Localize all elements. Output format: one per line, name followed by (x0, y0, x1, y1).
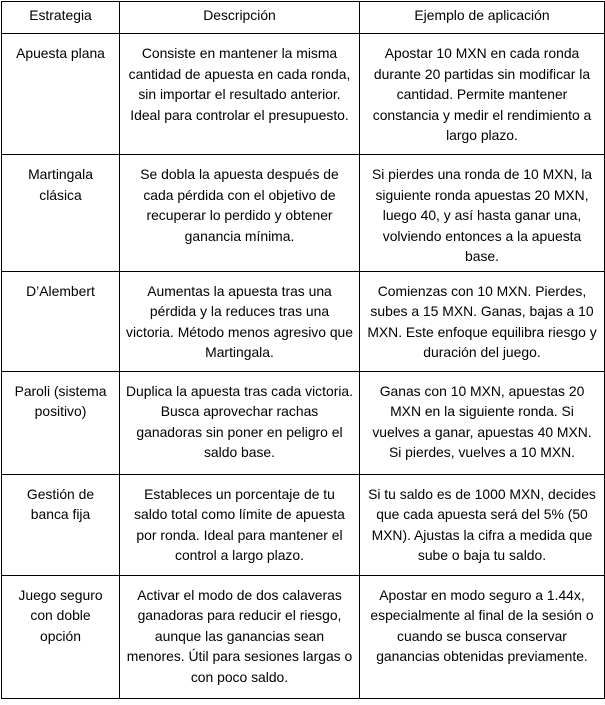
header-example: Ejemplo de aplicación (360, 2, 605, 34)
cell-example: Si tu saldo es de 1000 MXN, decides que cada apuesta será del 5% (50 MXN). Ajustas la cifra a medida que sube o baja tu saldo. (360, 474, 605, 575)
cell-strategy: Gestión de banca fija (2, 474, 120, 575)
cell-example: Apostar 10 MXN en cada ronda durante 20 partidas sin modificar la cantidad. Permite mantener constancia y medir el rendimiento a largo plazo. (360, 34, 605, 155)
cell-example: Si pierdes una ronda de 10 MXN, la siguiente ronda apuestas 20 MXN, luego 40, y así hasta ganar una, volviendo entonces a la apuesta base. (360, 155, 605, 272)
cell-strategy: Apuesta plana (2, 34, 120, 155)
table-row (2, 271, 605, 371)
cell-description: Activar el modo de dos calaveras ganadoras para reducir el riesgo, aunque las ganancias sean menores. Útil para sesiones largas o con poco saldo. (120, 575, 360, 698)
cell-description: Duplica la apuesta tras cada victoria. Busca aprovechar rachas ganadoras sin poner en peligro el saldo base. (120, 371, 360, 474)
table-row (2, 371, 605, 474)
cell-strategy: Juego seguro con doble opción (2, 575, 120, 698)
table-row (2, 155, 605, 272)
cell-example: Apostar en modo seguro a 1.44x, especialmente al final de la sesión o cuando se busca conservar ganancias obtenidas previamente. (360, 575, 605, 698)
cell-description: Estableces un porcentaje de tu saldo total como límite de apuesta por ronda. Ideal para mantener el control a largo plazo. (120, 474, 360, 575)
cell-example: Ganas con 10 MXN, apuestas 20 MXN en la siguiente ronda. Si vuelves a ganar, apuestas 40 MXN. Si pierdes, vuelves a 10 MXN. (360, 371, 605, 474)
table-row (2, 575, 605, 698)
header-description: Descripción (120, 2, 360, 34)
table-row (2, 474, 605, 575)
table-header-row (2, 2, 605, 34)
cell-strategy: Paroli (sistema positivo) (2, 371, 120, 474)
cell-strategy: D’Alembert (2, 271, 120, 371)
cell-strategy: Martingala clásica (2, 155, 120, 272)
cell-description: Consiste en mantener la misma cantidad de apuesta en cada ronda, sin importar el resultado anterior. Ideal para controlar el presupuesto. (120, 34, 360, 155)
header-strategy: Estrategia (2, 2, 120, 34)
cell-example: Comienzas con 10 MXN. Pierdes, subes a 15 MXN. Ganas, bajas a 10 MXN. Este enfoque equilibra riesgo y duración del juego. (360, 271, 605, 371)
strategy-table (1, 1, 605, 699)
cell-description: Aumentas la apuesta tras una pérdida y la reduces tras una victoria. Método menos agresivo que Martingala. (120, 271, 360, 371)
cell-description: Se dobla la apuesta después de cada pérdida con el objetivo de recuperar lo perdido y obtener ganancia mínima. (120, 155, 360, 272)
table-row (2, 34, 605, 155)
